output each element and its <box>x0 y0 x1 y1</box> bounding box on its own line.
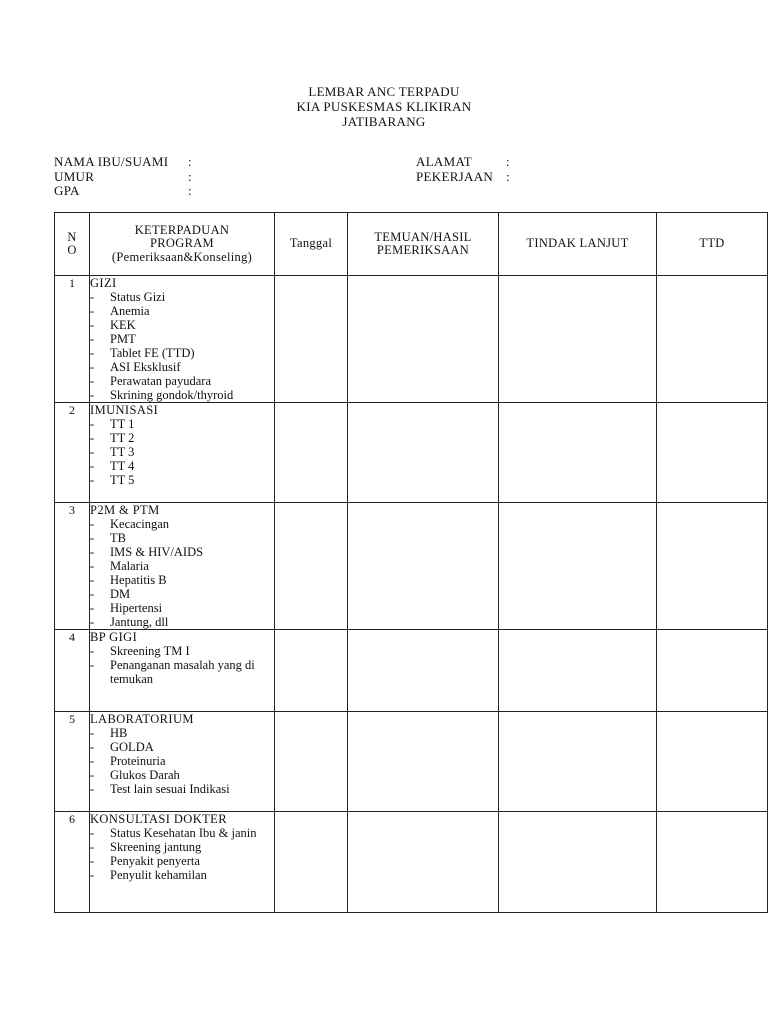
list-item: - TT 2 <box>90 431 274 445</box>
cell-tanggal[interactable] <box>275 403 348 503</box>
table-row <box>55 630 768 712</box>
list-item: - Status Kesehatan Ibu & janin <box>90 826 274 840</box>
header-program: KETERPADUAN PROGRAM (Pemeriksaan&Konseling) <box>90 213 275 276</box>
list-item: - Penyakit penyerta <box>90 854 274 868</box>
cell-temuan[interactable] <box>348 403 499 503</box>
info-field-umur[interactable]: : <box>188 168 192 184</box>
cell-tindak-lanjut[interactable] <box>499 276 657 403</box>
list-item: - Tablet FE (TTD) <box>90 346 274 360</box>
header-temuan: TEMUAN/HASIL PEMERIKSAAN <box>348 213 499 276</box>
list-item: - ASI Eksklusif <box>90 360 274 374</box>
info-label-pekerjaan: PEKERJAAN <box>416 168 494 184</box>
title-line-1: LEMBAR ANC TERPADU <box>308 84 460 99</box>
info-row-umur <box>54 170 192 185</box>
header-no: N O <box>55 213 90 276</box>
list-item: - HB <box>90 726 274 740</box>
cell-tindak-lanjut[interactable] <box>499 712 657 812</box>
info-field-pekerjaan[interactable]: : <box>506 168 510 184</box>
program-items <box>90 417 274 487</box>
cell-tanggal[interactable] <box>275 712 348 812</box>
list-item: - TB <box>90 531 274 545</box>
row-no: 6 <box>55 812 90 913</box>
info-label-gpa: GPA <box>54 183 80 198</box>
info-row-alamat <box>416 155 510 170</box>
row-program <box>90 712 275 812</box>
cell-tindak-lanjut[interactable] <box>499 503 657 630</box>
info-label-umur: UMUR <box>54 168 95 184</box>
info-label-nama: NAMA IBU/SUAMI <box>54 154 169 169</box>
cell-temuan[interactable] <box>348 276 499 403</box>
list-item: - PMT <box>90 332 274 346</box>
cell-ttd[interactable] <box>657 276 768 403</box>
table-row <box>55 276 768 403</box>
list-item: - Skreening jantung <box>90 840 274 854</box>
list-item: - Malaria <box>90 559 274 573</box>
cell-temuan[interactable] <box>348 712 499 812</box>
list-item: - Test lain sesuai Indikasi <box>90 782 274 796</box>
list-item: - TT 1 <box>90 417 274 431</box>
title-line-3: JATIBARANG <box>342 114 426 129</box>
cell-tanggal[interactable] <box>275 276 348 403</box>
list-item: - Skrining gondok/thyroid <box>90 388 274 402</box>
cell-tanggal[interactable] <box>275 630 348 712</box>
table-row <box>55 503 768 630</box>
program-items <box>90 726 274 796</box>
header-tanggal: Tanggal <box>275 213 348 276</box>
list-item: - Hipertensi <box>90 601 274 615</box>
title-line-2: KIA PUSKESMAS KLIKIRAN <box>296 99 472 114</box>
row-no: 4 <box>55 630 90 712</box>
program-items <box>90 290 274 402</box>
program-items <box>90 644 274 686</box>
list-item: - TT 5 <box>90 473 274 487</box>
info-label-alamat: ALAMAT <box>416 154 472 169</box>
row-program <box>90 276 275 403</box>
cell-ttd[interactable] <box>657 812 768 913</box>
header-ttd: TTD <box>657 213 768 276</box>
list-item: - Status Gizi <box>90 290 274 304</box>
cell-temuan[interactable] <box>348 812 499 913</box>
row-program <box>90 403 275 503</box>
cell-temuan[interactable] <box>348 503 499 630</box>
cell-temuan[interactable] <box>348 630 499 712</box>
list-item: - Penyulit kehamilan <box>90 868 274 882</box>
info-row-gpa <box>54 184 192 199</box>
program-title: GIZI <box>90 276 117 290</box>
cell-tindak-lanjut[interactable] <box>499 812 657 913</box>
cell-ttd[interactable] <box>657 630 768 712</box>
list-item: - Skreening TM I <box>90 644 274 658</box>
list-item: - Hepatitis B <box>90 573 274 587</box>
info-field-gpa[interactable]: : <box>188 183 192 198</box>
cell-tindak-lanjut[interactable] <box>499 630 657 712</box>
list-item: - Proteinuria <box>90 754 274 768</box>
program-title: LABORATORIUM <box>90 712 194 726</box>
list-item: - IMS & HIV/AIDS <box>90 545 274 559</box>
list-item: - TT 3 <box>90 445 274 459</box>
row-program <box>90 503 275 630</box>
info-row-pekerjaan <box>416 170 510 185</box>
program-items <box>90 826 274 882</box>
cell-ttd[interactable] <box>657 712 768 812</box>
list-item: - Anemia <box>90 304 274 318</box>
cell-tanggal[interactable] <box>275 812 348 913</box>
header-tindak-lanjut: TINDAK LANJUT <box>499 213 657 276</box>
list-item: - Jantung, dll <box>90 615 274 629</box>
cell-tindak-lanjut[interactable] <box>499 403 657 503</box>
info-row-nama <box>54 155 192 170</box>
info-field-nama[interactable]: : <box>188 154 192 169</box>
document-title <box>0 84 768 129</box>
list-item: - GOLDA <box>90 740 274 754</box>
table-row <box>55 812 768 913</box>
row-program <box>90 812 275 913</box>
cell-ttd[interactable] <box>657 503 768 630</box>
row-no: 2 <box>55 403 90 503</box>
list-item: - TT 4 <box>90 459 274 473</box>
patient-info-left <box>54 155 192 199</box>
row-no: 3 <box>55 503 90 630</box>
row-program <box>90 630 275 712</box>
program-title: KONSULTASI DOKTER <box>90 812 227 826</box>
program-title: IMUNISASI <box>90 403 159 417</box>
list-item: - Penanganan masalah yang di temukan <box>90 658 274 686</box>
anc-table <box>54 212 768 913</box>
table-row <box>55 712 768 812</box>
cell-ttd[interactable] <box>657 403 768 503</box>
info-field-alamat[interactable]: : <box>506 154 510 169</box>
table-row <box>55 403 768 503</box>
list-item: - Kecacingan <box>90 517 274 531</box>
list-item: - KEK <box>90 318 274 332</box>
program-title: P2M & PTM <box>90 503 160 517</box>
program-items <box>90 517 274 629</box>
list-item: - Glukos Darah <box>90 768 274 782</box>
list-item: - DM <box>90 587 274 601</box>
row-no: 1 <box>55 276 90 403</box>
patient-info-right <box>416 155 510 184</box>
row-no: 5 <box>55 712 90 812</box>
cell-tanggal[interactable] <box>275 503 348 630</box>
program-title: BP GIGI <box>90 630 138 644</box>
list-item: - Perawatan payudara <box>90 374 274 388</box>
table-header-row <box>55 213 768 276</box>
